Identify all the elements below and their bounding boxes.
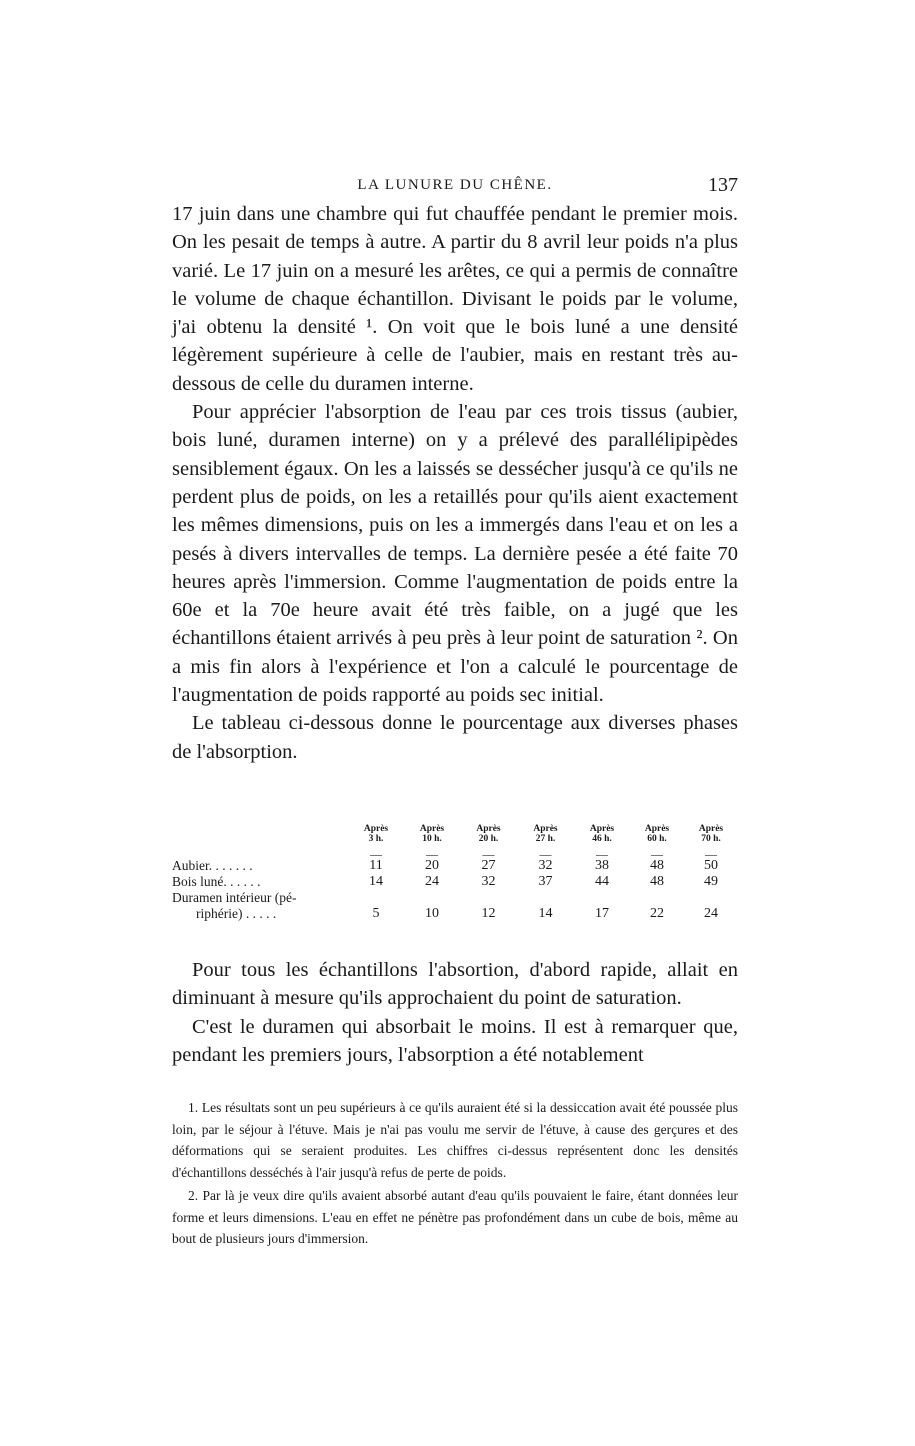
- table-cell: 24: [425, 874, 439, 889]
- table-header-row: [172, 824, 738, 848]
- table-row-duramen: [172, 906, 738, 922]
- table-cell: 27: [481, 858, 496, 873]
- row-label-continuation: riphérie) . . . . .: [196, 906, 277, 921]
- running-head: [172, 174, 738, 198]
- paragraph-continuation: 17 juin dans une chambre qui fut chauffée pendant le premier mois. On les pesait de temps à autre. A partir du 8 avril leur poids n'a plus varié. Le 17 juin on a mesuré les arêtes, ce qui a permis de connaître le volume de chaque échantillon. Divisant le poids par le volume, j'ai obtenu la densité ¹. On voit que le bois luné a une densité légèrement supérieure à celle de l'aubier, mais en restant très au-dessous de celle du duramen interne.: [172, 203, 738, 395]
- paragraph-duramen: C'est le duramen qui absorbait le moins. Il est à remarquer que, pendant les premiers jours, l'absorption a été notablement: [172, 1015, 738, 1066]
- dash-rule: —: [426, 847, 438, 861]
- absorption-table: [172, 824, 738, 922]
- paragraph-absorption-method: Pour apprécier l'absorption de l'eau par ces trois tissus (aubier, bois luné, duramen interne) on y a prélevé des parallélipipèdes sensiblement égaux. On les a laissés se dessécher jusqu'à ce qu'ils ne perdent plus de poids, on les a retaillés pour qu'ils aient exactement les mêmes dimensions, puis on les a immergés dans l'eau et on les a pesés à divers intervalles de temps. La dernière pesée a été faite 70 heures après l'immersion. Comme l'augmentation de poids entre la 60e et la 70e heure avait été très faible, on a jugé que les échantillons étaient arrivés à peu près à leur point de saturation ². On a mis fin alors à l'expérience et l'on a calculé le pourcentage de l'augmentation de poids rapporté au poids sec initial.: [172, 401, 738, 707]
- table-cell: 5: [372, 906, 380, 921]
- column-header: Après 27 h.: [533, 824, 558, 844]
- column-header: Après 3 h.: [363, 824, 389, 844]
- table-cell: 32: [538, 858, 553, 873]
- table-cell: 38: [595, 858, 609, 873]
- paragraph-table-intro: Le tableau ci-dessous donne le pourcentage aux diverses phases de l'absorption.: [172, 712, 738, 763]
- body-text-top: [172, 200, 738, 766]
- column-header: Après 60 h.: [644, 824, 670, 844]
- table-row-duramen-label: [172, 890, 738, 906]
- footnote-2: 2. Par là je veux dire qu'ils avaient absorbé autant d'eau qu'ils pouvaient le faire, étant données leur forme et leurs dimensions. L'eau en effet ne pénètre pas profondément dans un cube de bois, même au bout de plusieurs jours d'immersion.: [172, 1188, 738, 1246]
- row-label: Duramen intérieur (pé-: [172, 890, 297, 905]
- table-cell: 48: [650, 874, 664, 889]
- body-text-bottom: [172, 956, 738, 1069]
- row-label: Bois luné. . . . . .: [172, 874, 261, 889]
- column-header: Après 46 h.: [589, 824, 615, 844]
- column-header: Après 10 h.: [419, 824, 445, 844]
- dash-rule: —: [370, 847, 382, 861]
- table-cell: 10: [425, 906, 439, 921]
- footnotes: [172, 1097, 738, 1250]
- dash-rule: —: [705, 847, 717, 861]
- table-cell: 50: [704, 858, 718, 873]
- table-cell: 24: [704, 906, 718, 921]
- table-cell: 48: [650, 858, 664, 873]
- dash-row: [172, 848, 738, 858]
- page-number: 137: [708, 174, 738, 196]
- table-cell: 14: [369, 874, 383, 889]
- table-cell: 11: [369, 858, 383, 873]
- dash-rule: —: [539, 847, 552, 861]
- dash-rule: —: [482, 847, 495, 861]
- table-cell: 12: [481, 906, 496, 921]
- column-header: Après 70 h.: [698, 824, 724, 844]
- table-row-aubier: [172, 858, 738, 874]
- table-cell: 20: [425, 858, 439, 873]
- running-title: LA LUNURE DU CHÊNE.: [357, 177, 553, 193]
- dash-rule: —: [651, 847, 663, 861]
- table-cell: 14: [538, 906, 553, 921]
- table-cell: 17: [595, 906, 609, 921]
- row-label: Aubier. . . . . . .: [172, 858, 253, 873]
- paragraph-absorption-rate: Pour tous les échantillons l'absortion, d'abord rapide, allait en diminuant à mesure qu'ils approchaient du point de saturation.: [172, 959, 738, 1010]
- table-row-bois-lune: [172, 874, 738, 890]
- table-cell: 49: [704, 874, 718, 889]
- table-cell: 22: [650, 906, 664, 921]
- table-cell: 37: [538, 874, 553, 889]
- table-cell: 32: [481, 874, 496, 889]
- dash-rule: —: [596, 847, 608, 861]
- column-header: Après 20 h.: [476, 824, 501, 844]
- footnote-1: 1. Les résultats sont un peu supérieurs à ce qu'ils auraient été si la dessiccation avait été poussée plus loin, par le séjour à l'étuve. Mais je n'ai pas voulu me servir de l'étuve, à cause des gerçures et des déformations qui se seraient produites. Les chiffres ci-dessus représentent donc les densités d'échantillons desséchés à l'air jusqu'à refus de perte de poids.: [172, 1100, 738, 1180]
- table-cell: 44: [595, 874, 609, 889]
